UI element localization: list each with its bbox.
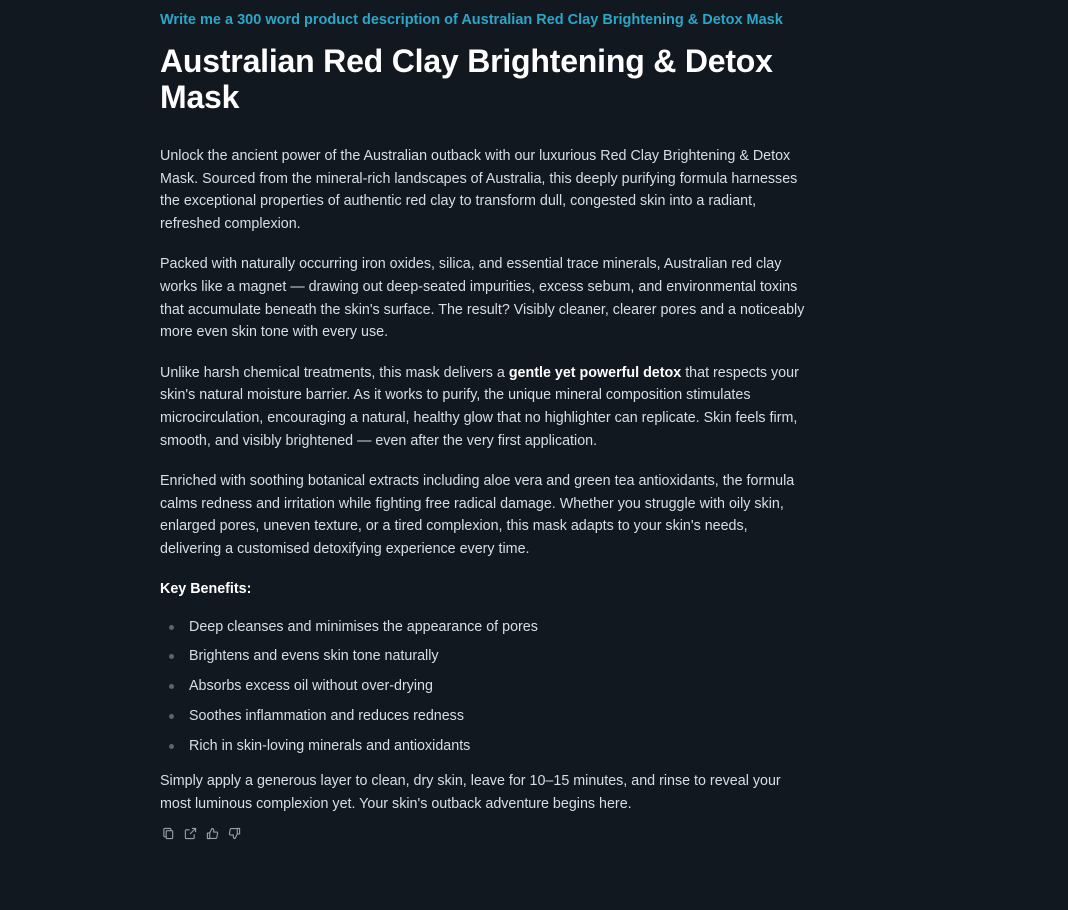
copy-icon — [162, 827, 175, 840]
response-title: Australian Red Clay Brightening & Detox Mask — [160, 43, 773, 115]
benefits-list — [160, 617, 805, 766]
list-item-text: Soothes inflammation and reduces redness — [189, 707, 464, 724]
response-actions — [160, 826, 805, 842]
list-item-text: Absorbs excess oil without over-drying — [189, 678, 433, 695]
list-item — [160, 676, 805, 706]
paragraph-botanicals: Enriched with soothing botanical extracts including aloe vera and green tea antioxidants, the formula calms redness and irritation while fighting free radical damage. Whether you struggle with oily skin, enlarged pores, uneven texture, or a tired complexion, this mask adapts to your skin's needs, delivering a customised detoxifying experience every time. — [160, 473, 795, 557]
list-item — [160, 706, 805, 736]
copy-button[interactable] — [160, 826, 176, 842]
bullet-icon — [169, 744, 174, 749]
list-item-text: Deep cleanses and minimises the appearance of pores — [189, 618, 538, 635]
paragraph-minerals: Packed with naturally occurring iron oxides, silica, and essential trace minerals, Australian red clay works like a magnet — drawing out deep-seated impurities, excess sebum, and environmental toxins that accumulate beneath the skin's surface. The result? Visibly cleaner, clearer pores and a noticeably more even skin tone with every use. — [160, 256, 805, 341]
key-benefits-heading: Key Benefits: — [160, 580, 252, 597]
list-item — [160, 736, 805, 766]
bold-emphasis: gentle yet powerful detox — [508, 364, 682, 381]
list-item — [160, 617, 805, 647]
list-item-text: Brightens and evens skin tone naturally — [189, 648, 439, 665]
paragraph-text: Unlike harsh chemical treatments, this mask delivers a — [160, 364, 509, 381]
list-item-text: Rich in skin-loving minerals and antioxidants — [189, 737, 471, 754]
paragraph-text: that respects your skin's natural moisture barrier. As it works to purify, the unique mineral composition stimulates microcirculation, encouraging a natural, healthy glow that no highlighter can replicate. Skin feels firm, smooth, and visibly brightened — even after the very first application. — [160, 364, 799, 449]
bullet-icon — [169, 714, 174, 719]
bullet-icon — [169, 625, 174, 630]
chat-response-container — [160, 10, 805, 842]
thumbs-up-icon — [206, 827, 219, 840]
paragraph-intro: Unlock the ancient power of the Australian outback with our luxurious Red Clay Brightening & Detox Mask. Sourced from the mineral-rich landscapes of Australia, this deeply purifying formula harnesses the exceptional properties of authentic red clay to transform dull, congested skin into a radiant, refreshed complexion. — [160, 148, 798, 232]
thumbs-down-icon — [228, 827, 241, 840]
paragraph-gentle-detox — [160, 362, 805, 452]
bullet-icon — [169, 654, 174, 659]
thumbs-up-button[interactable] — [204, 826, 220, 842]
thumbs-down-button[interactable] — [226, 826, 242, 842]
user-prompt: Write me a 300 word product description of Australian Red Clay Brightening & Detox Mask — [160, 12, 783, 28]
bullet-icon — [169, 684, 174, 689]
share-button[interactable] — [182, 826, 198, 842]
external-link-icon — [184, 827, 197, 840]
list-item — [160, 646, 805, 676]
paragraph-usage: Simply apply a generous layer to clean, dry skin, leave for 10–15 minutes, and rinse to reveal your most luminous complexion yet. Your skin's outback adventure begins here. — [160, 773, 781, 813]
